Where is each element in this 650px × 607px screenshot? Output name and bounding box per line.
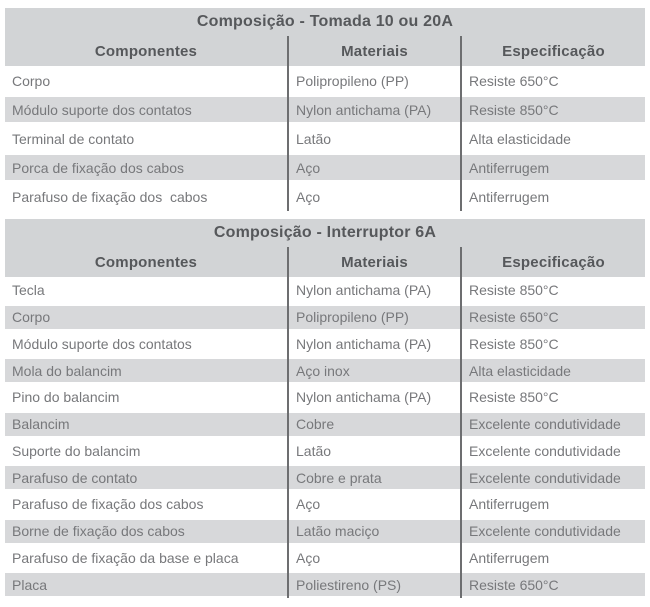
cell-material: Polipropileno (PP) bbox=[287, 66, 462, 95]
table-row bbox=[5, 357, 645, 384]
table-row bbox=[5, 491, 645, 518]
cell-specification: Resiste 650°C bbox=[469, 309, 559, 326]
cell-component: Balancim bbox=[12, 416, 70, 433]
cell-specification: Resiste 650°C bbox=[469, 72, 559, 89]
cell-component: Borne de fixação dos cabos bbox=[12, 523, 185, 540]
cell-component: Corpo bbox=[12, 309, 51, 326]
cell-material: Aço bbox=[287, 491, 462, 518]
table-row bbox=[5, 438, 645, 465]
cell-component: Parafuso de fixação dos cabos bbox=[12, 188, 208, 205]
cell-specification: Excelente condutividade bbox=[469, 442, 621, 459]
cell-specification: Resiste 650°C bbox=[469, 576, 559, 593]
column-header-especificacao: Especificação bbox=[502, 253, 605, 271]
table-row bbox=[5, 384, 645, 411]
cell-specification: Resiste 850°C bbox=[469, 335, 559, 352]
table-row bbox=[5, 124, 645, 153]
column-header-row bbox=[5, 247, 645, 277]
column-header-componentes: Componentes bbox=[94, 253, 198, 271]
composition-table-tomada bbox=[5, 8, 645, 211]
cell-material: Aço bbox=[287, 153, 462, 182]
cell-component: Parafuso de fixação dos cabos bbox=[12, 496, 204, 513]
cell-specification: Alta elasticidade bbox=[469, 362, 571, 379]
cell-material: Aço bbox=[287, 182, 462, 211]
table-row bbox=[5, 331, 645, 358]
cell-material: Nylon antichama (PA) bbox=[287, 331, 462, 358]
cell-component: Tecla bbox=[12, 282, 45, 299]
cell-specification: Antiferrugem bbox=[469, 159, 550, 176]
cell-component: Suporte do balancim bbox=[12, 442, 141, 459]
composition-table-interruptor bbox=[5, 219, 645, 598]
table-body bbox=[5, 277, 645, 598]
cell-material: Aço inox bbox=[287, 357, 462, 384]
table-row bbox=[5, 182, 645, 211]
cell-component: Módulo suporte dos contatos bbox=[12, 101, 192, 118]
column-header-materiais: Materiais bbox=[287, 36, 462, 66]
table-row bbox=[5, 304, 645, 331]
cell-specification: Alta elasticidade bbox=[469, 130, 571, 147]
table-row bbox=[5, 411, 645, 438]
cell-material: Cobre bbox=[287, 411, 462, 438]
table-row bbox=[5, 277, 645, 304]
column-header-componentes: Componentes bbox=[94, 42, 198, 60]
cell-component: Mola do balancim bbox=[12, 362, 122, 379]
column-header-especificacao: Especificação bbox=[502, 42, 605, 60]
cell-material: Poliestireno (PS) bbox=[287, 571, 462, 598]
table-title: Composição - Tomada 10 ou 20A bbox=[196, 13, 454, 30]
cell-component: Porca de fixação dos cabos bbox=[12, 159, 184, 176]
cell-specification: Antiferrugem bbox=[469, 188, 550, 205]
cell-specification: Antiferrugem bbox=[469, 549, 550, 566]
table-row bbox=[5, 464, 645, 491]
cell-component: Placa bbox=[12, 576, 48, 593]
table-row bbox=[5, 153, 645, 182]
cell-specification: Resiste 850°C bbox=[469, 389, 559, 406]
table-row bbox=[5, 66, 645, 95]
cell-material: Nylon antichama (PA) bbox=[287, 384, 462, 411]
cell-component: Corpo bbox=[12, 72, 51, 89]
cell-component: Módulo suporte dos contatos bbox=[12, 335, 192, 352]
cell-specification: Antiferrugem bbox=[469, 496, 550, 513]
cell-material: Latão bbox=[287, 124, 462, 153]
cell-material: Latão maciço bbox=[287, 518, 462, 545]
cell-specification: Excelente condutividade bbox=[469, 523, 621, 540]
column-header-row bbox=[5, 36, 645, 66]
table-header-block bbox=[5, 219, 645, 277]
table-row bbox=[5, 95, 645, 124]
table-row bbox=[5, 571, 645, 598]
cell-specification: Excelente condutividade bbox=[469, 416, 621, 433]
table-header-block bbox=[5, 8, 645, 66]
cell-component: Pino do balancim bbox=[12, 389, 120, 406]
composition-sheet bbox=[5, 8, 645, 598]
cell-material: Nylon antichama (PA) bbox=[287, 277, 462, 304]
cell-specification: Excelente condutividade bbox=[469, 469, 621, 486]
cell-material: Latão bbox=[287, 438, 462, 465]
table-title: Composição - Interruptor 6A bbox=[213, 224, 437, 241]
cell-component: Parafuso de fixação da base e placa bbox=[12, 549, 239, 566]
cell-component: Parafuso de contato bbox=[12, 469, 138, 486]
cell-component: Terminal de contato bbox=[12, 130, 135, 147]
column-header-materiais: Materiais bbox=[287, 247, 462, 277]
cell-material: Nylon antichama (PA) bbox=[287, 95, 462, 124]
cell-specification: Resiste 850°C bbox=[469, 101, 559, 118]
table-row bbox=[5, 545, 645, 572]
cell-material: Cobre e prata bbox=[287, 464, 462, 491]
cell-material: Aço bbox=[287, 545, 462, 572]
cell-specification: Resiste 850°C bbox=[469, 282, 559, 299]
table-body bbox=[5, 66, 645, 211]
cell-material: Polipropileno (PP) bbox=[287, 304, 462, 331]
table-row bbox=[5, 518, 645, 545]
